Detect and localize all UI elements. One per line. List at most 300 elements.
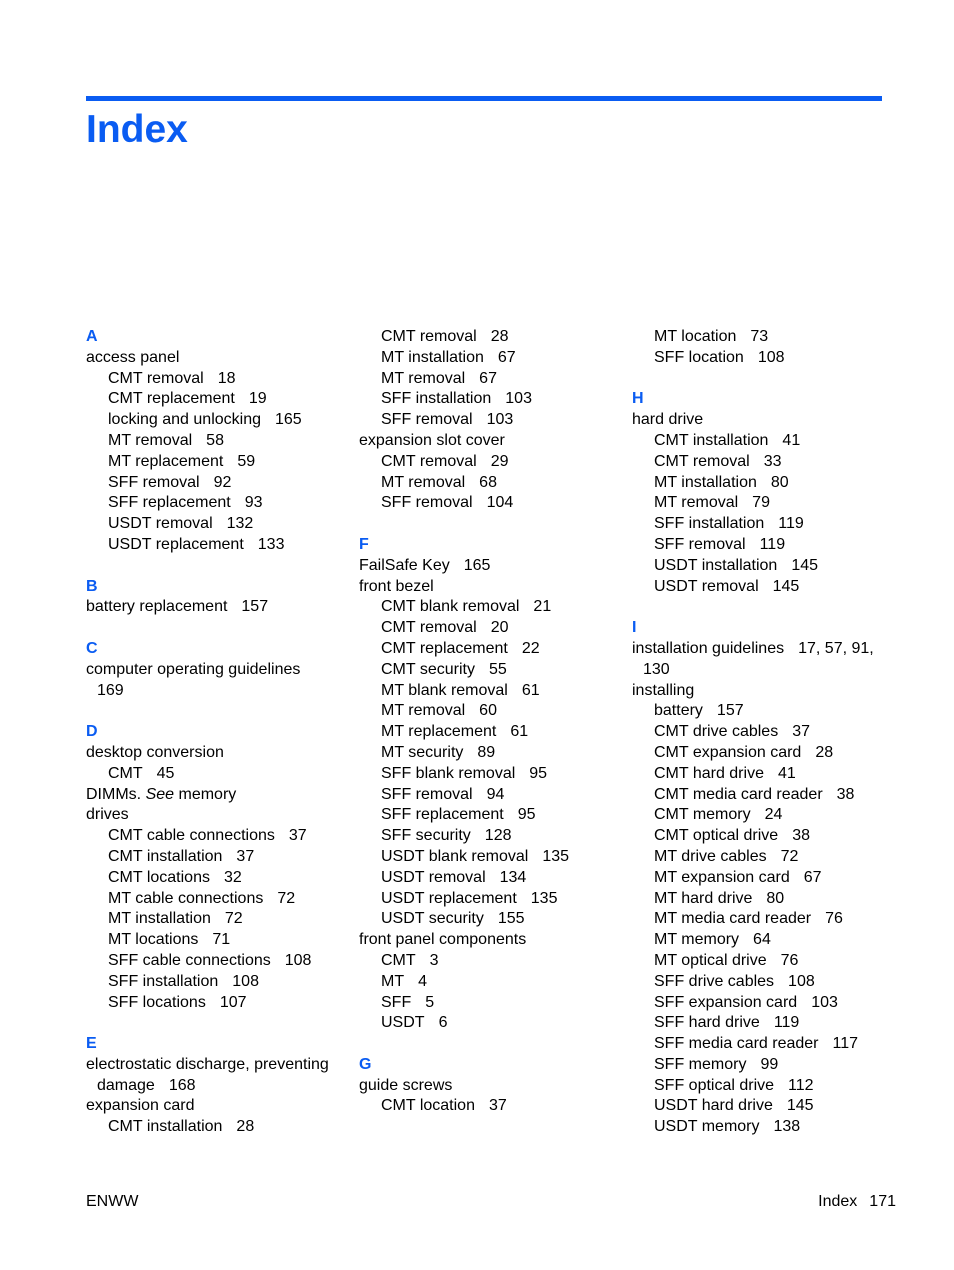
entry-term: hard drive [632, 411, 704, 429]
entry-term: MT installation [381, 348, 484, 366]
entry-pages: 67 [803, 868, 822, 886]
index-subentry [359, 327, 621, 348]
index-subentry [632, 493, 894, 514]
index-section-letter: D [86, 723, 98, 741]
entry-term: SFF drive cables [654, 972, 775, 990]
index-subentry [632, 951, 894, 972]
entry-pages: 135 [542, 847, 570, 865]
entry-pages: 134 [499, 868, 527, 886]
entry-term: CMT optical drive [654, 827, 779, 845]
index-entry [86, 785, 348, 806]
entry-term: CMT media card reader [654, 785, 823, 803]
index-subentry [632, 1096, 894, 1117]
entry-term: MT [381, 972, 405, 990]
entry-pages: 19 [248, 390, 267, 408]
index-subentry [632, 514, 894, 535]
entry-pages: 155 [497, 910, 525, 928]
entry-pages: 37 [792, 723, 810, 741]
entry-term: USDT hard drive [654, 1097, 773, 1115]
entry-pages: 103 [486, 411, 514, 429]
entry-pages: 28 [815, 743, 834, 761]
entry-term: USDT security [381, 910, 484, 928]
entry-term: DIMMs. [86, 785, 142, 803]
entry-pages: 165 [275, 411, 302, 429]
see-reference: See [145, 785, 175, 803]
entry-pages: 29 [490, 452, 509, 470]
index-subentry [359, 868, 621, 889]
index-subentry [632, 972, 894, 993]
entry-term: MT removal [381, 702, 466, 720]
entry-pages: 79 [752, 494, 770, 512]
entry-term: SFF location [654, 348, 744, 366]
index-subentry [632, 722, 894, 743]
index-subentry [359, 1096, 621, 1117]
index-subentry [359, 743, 621, 764]
index-subentry [632, 431, 894, 452]
entry-term: MT replacement [381, 723, 497, 741]
index-subentry [86, 514, 348, 535]
index-entry [359, 431, 621, 452]
index-subentry [359, 639, 621, 660]
index-entry [632, 639, 894, 660]
index-subentry [632, 847, 894, 868]
entry-term: CMT memory [654, 806, 751, 824]
index-section-letter: A [86, 328, 98, 345]
entry-pages: 76 [780, 951, 799, 969]
index-subentry [359, 701, 621, 722]
entry-term: MT installation [108, 910, 211, 928]
index-subentry [359, 722, 621, 743]
entry-pages: 95 [529, 764, 548, 782]
index-subentry [86, 930, 348, 951]
index-subentry [632, 993, 894, 1014]
index-entry [359, 930, 621, 951]
index-subentry [632, 764, 894, 785]
entry-term: USDT removal [381, 868, 486, 886]
footer-label: Index [818, 1193, 858, 1210]
entry-term: MT removal [654, 494, 739, 512]
entry-pages: 45 [156, 764, 175, 782]
entry-pages: 24 [764, 806, 783, 824]
entry-pages: 32 [223, 868, 242, 886]
entry-term: SFF removal [108, 473, 200, 491]
index-subentry [359, 493, 621, 514]
index-subentry [632, 868, 894, 889]
index-subentry [86, 847, 348, 868]
index-subentry [632, 743, 894, 764]
page-number: 171 [869, 1193, 896, 1210]
index-subentry [632, 701, 894, 722]
entry-pages: 108 [232, 972, 259, 990]
entry-term: CMT removal [381, 619, 477, 637]
entry-term: SFF removal [381, 785, 473, 803]
entry-pages: 3 [429, 951, 439, 969]
index-subentry [632, 909, 894, 930]
entry-term: SFF installation [108, 972, 219, 990]
entry-pages: 60 [479, 702, 497, 720]
entry-pages: 107 [219, 993, 247, 1011]
index-entry-continuation [86, 1076, 348, 1097]
index-subentry [86, 389, 348, 410]
entry-pages: 64 [753, 931, 771, 949]
index-column-3 [632, 327, 894, 1138]
entry-term: MT drive cables [654, 847, 767, 865]
index-subentry [632, 889, 894, 910]
index-section-letter: B [86, 577, 98, 595]
entry-term: damage [97, 1076, 155, 1094]
entry-pages: 28 [236, 1118, 255, 1136]
entry-pages: 99 [760, 1055, 779, 1073]
index-subentry [632, 1076, 894, 1097]
entry-term: drives [86, 806, 129, 824]
index-subentry [86, 764, 348, 785]
index-subentry [359, 681, 621, 702]
index-entry [86, 1096, 348, 1117]
entry-term: MT location [654, 328, 737, 345]
entry-pages: 67 [479, 369, 497, 387]
entry-pages: 6 [438, 1014, 448, 1032]
entry-pages: 157 [716, 702, 744, 720]
index-subentry [86, 826, 348, 847]
entry-term: MT removal [108, 431, 193, 449]
entry-term: CMT removal [654, 452, 750, 470]
entry-term: CMT installation [108, 1118, 223, 1136]
index-subentry [359, 909, 621, 930]
entry-term: MT optical drive [654, 951, 767, 969]
entry-term: SFF locations [108, 993, 206, 1011]
entry-term: CMT security [381, 660, 475, 678]
entry-pages: 133 [257, 535, 285, 553]
entry-pages: 61 [510, 723, 529, 741]
index-subentry [86, 993, 348, 1014]
entry-pages: 135 [530, 889, 558, 907]
entry-pages: 165 [463, 556, 491, 574]
entry-pages: 33 [763, 452, 782, 470]
index-subentry [86, 410, 348, 431]
entry-pages: 38 [792, 827, 810, 845]
entry-term: USDT removal [654, 577, 759, 595]
entry-term: USDT [381, 1014, 425, 1032]
entry-pages: 138 [773, 1118, 801, 1136]
index-subentry [86, 972, 348, 993]
index-entry [632, 681, 894, 702]
entry-term: SFF blank removal [381, 764, 516, 782]
index-subentry [359, 826, 621, 847]
footer-right [818, 1192, 896, 1212]
entry-pages: 80 [766, 889, 785, 907]
entry-term: CMT removal [381, 452, 477, 470]
index-subentry [86, 535, 348, 556]
entry-pages: 103 [811, 993, 838, 1011]
entry-term: access panel [86, 348, 180, 366]
index-subentry [632, 1034, 894, 1055]
entry-term: SFF memory [654, 1055, 747, 1073]
entry-pages: 28 [490, 328, 509, 345]
index-subentry [86, 1117, 348, 1138]
index-subentry [632, 930, 894, 951]
index-subentry [359, 993, 621, 1014]
index-subentry [86, 493, 348, 514]
entry-pages: 55 [488, 660, 507, 678]
entry-term: SFF media card reader [654, 1035, 819, 1053]
entry-pages: 41 [782, 431, 801, 449]
index-subentry [632, 577, 894, 598]
entry-term: computer operating guidelines [86, 660, 301, 678]
index-subentry [632, 1013, 894, 1034]
entry-pages: 103 [505, 390, 532, 408]
entry-term: CMT expansion card [654, 743, 802, 761]
entry-term: FailSafe Key [359, 556, 450, 574]
entry-pages: 108 [284, 951, 312, 969]
entry-term: USDT replacement [381, 889, 517, 907]
index-subentry [86, 452, 348, 473]
entry-pages: 169 [97, 681, 124, 699]
entry-term: MT hard drive [654, 889, 753, 907]
entry-pages: 128 [484, 827, 512, 845]
entry-term: front panel components [359, 931, 527, 949]
entry-pages: 4 [418, 972, 428, 990]
entry-term: CMT [381, 951, 416, 969]
entry-term: CMT location [381, 1097, 475, 1115]
entry-term: CMT [108, 764, 143, 782]
entry-term: CMT installation [654, 431, 769, 449]
index-entry-continuation [86, 681, 348, 702]
index-subentry [359, 972, 621, 993]
entry-pages: 61 [521, 681, 540, 699]
entry-pages: 168 [168, 1076, 196, 1094]
entry-term: CMT removal [108, 369, 204, 387]
entry-pages: 117 [832, 1035, 859, 1053]
entry-pages: 112 [788, 1076, 814, 1094]
entry-term: CMT locations [108, 868, 210, 886]
index-subentry [359, 785, 621, 806]
entry-pages: 72 [780, 847, 799, 865]
entry-term: MT replacement [108, 452, 224, 470]
index-subentry [86, 473, 348, 494]
index-subentry [86, 909, 348, 930]
index-entry [86, 597, 348, 618]
entry-term: USDT blank removal [381, 847, 529, 865]
entry-term: MT expansion card [654, 868, 790, 886]
entry-term: locking and unlocking [108, 411, 261, 429]
entry-term: electrostatic discharge, preventing [86, 1055, 329, 1073]
index-subentry [632, 805, 894, 826]
index-subentry [86, 868, 348, 889]
entry-term: SFF installation [381, 390, 492, 408]
index-section-letter: E [86, 1035, 97, 1053]
see-target: memory [178, 785, 237, 803]
entry-term: guide screws [359, 1076, 453, 1094]
index-subentry [359, 889, 621, 910]
entry-pages: 119 [773, 1014, 800, 1032]
entry-pages: 71 [212, 931, 231, 949]
index-section-letter: G [359, 1055, 372, 1073]
entry-pages: 145 [786, 1097, 814, 1115]
index-entry [359, 1076, 621, 1097]
entry-pages: 145 [772, 577, 800, 595]
entry-pages: 108 [788, 972, 815, 990]
entry-term: USDT memory [654, 1118, 760, 1136]
entry-term: desktop conversion [86, 743, 224, 761]
entry-term: SFF hard drive [654, 1014, 760, 1032]
entry-pages: 119 [778, 515, 804, 533]
entry-term: SFF removal [381, 411, 473, 429]
index-subentry [632, 556, 894, 577]
index-subentry [359, 805, 621, 826]
index-subentry [632, 348, 894, 369]
entry-term: MT media card reader [654, 910, 812, 928]
entry-pages: 157 [241, 598, 269, 616]
entry-term: SFF expansion card [654, 993, 798, 1011]
entry-term: SFF [381, 993, 412, 1011]
entry-term: MT security [381, 743, 464, 761]
index-entry-continuation [632, 660, 894, 681]
index-subentry [632, 1055, 894, 1076]
index-section-letter: I [632, 619, 637, 637]
index-subentry [86, 431, 348, 452]
entry-pages: 20 [490, 619, 509, 637]
entry-term: SFF optical drive [654, 1076, 775, 1094]
index-subentry [86, 369, 348, 390]
entry-pages: 37 [488, 1097, 507, 1115]
entry-pages: 73 [750, 328, 769, 345]
index-subentry [632, 826, 894, 847]
index-column-2 [359, 327, 621, 1117]
index-subentry [359, 369, 621, 390]
entry-term: SFF replacement [381, 806, 504, 824]
index-entry [86, 743, 348, 764]
index-entry [86, 1055, 348, 1076]
entry-pages: 22 [521, 639, 540, 657]
entry-term: installation guidelines [632, 639, 785, 657]
entry-pages: 72 [224, 910, 243, 928]
entry-term: SFF removal [654, 535, 746, 553]
entry-pages: 108 [757, 348, 785, 366]
entry-term: CMT drive cables [654, 723, 779, 741]
entry-pages: 80 [770, 473, 789, 491]
entry-term: SFF cable connections [108, 951, 271, 969]
index-section-letter: C [86, 639, 98, 657]
entry-term: installing [632, 681, 695, 699]
entry-term: expansion card [86, 1097, 195, 1115]
entry-term: MT removal [381, 473, 466, 491]
index-section-letter: F [359, 535, 369, 553]
entry-pages: 17, 57, 91, [798, 639, 874, 657]
index-subentry [632, 327, 894, 348]
index-subentry [632, 473, 894, 494]
page-title: Index [86, 108, 188, 151]
entry-pages: 41 [777, 764, 796, 782]
entry-pages: 104 [486, 494, 514, 512]
entry-term: MT cable connections [108, 889, 264, 907]
index-subentry [359, 597, 621, 618]
index-column-1 [86, 327, 348, 1138]
index-subentry [359, 1013, 621, 1034]
entry-term: CMT cable connections [108, 827, 275, 845]
index-subentry [359, 389, 621, 410]
entry-term: CMT hard drive [654, 764, 764, 782]
entry-term: CMT replacement [381, 639, 508, 657]
index-subentry [359, 847, 621, 868]
entry-pages: 58 [206, 431, 224, 449]
entry-pages: 132 [226, 515, 254, 533]
entry-pages: 37 [236, 847, 255, 865]
index-subentry [632, 1117, 894, 1138]
entry-term: front bezel [359, 577, 434, 595]
entry-term: battery [654, 702, 703, 720]
entry-pages: 5 [425, 993, 435, 1011]
index-subentry [359, 473, 621, 494]
entry-term: USDT installation [654, 556, 778, 574]
title-rule [86, 96, 882, 101]
entry-term: CMT blank removal [381, 598, 520, 616]
entry-pages: 95 [517, 806, 536, 824]
entry-pages: 119 [759, 535, 786, 553]
entry-term: SFF security [381, 827, 471, 845]
index-subentry [359, 951, 621, 972]
entry-term: USDT replacement [108, 535, 244, 553]
index-subentry [359, 348, 621, 369]
entry-pages: 72 [277, 889, 296, 907]
entry-pages: 89 [477, 743, 496, 761]
entry-pages: 37 [288, 827, 307, 845]
entry-term: SFF removal [381, 494, 473, 512]
index-subentry [359, 410, 621, 431]
entry-pages: 68 [479, 473, 497, 491]
entry-term: MT locations [108, 931, 199, 949]
entry-term: expansion slot cover [359, 431, 505, 449]
entry-term: MT blank removal [381, 681, 508, 699]
entry-pages: 145 [791, 556, 819, 574]
entry-term: USDT removal [108, 515, 213, 533]
entry-term: MT installation [654, 473, 757, 491]
index-subentry [359, 660, 621, 681]
entry-pages: 21 [533, 598, 552, 616]
index-entry [86, 348, 348, 369]
entry-pages: 94 [486, 785, 505, 803]
entry-pages: 67 [497, 348, 516, 366]
index-subentry [359, 452, 621, 473]
footer-left: ENWW [86, 1193, 139, 1210]
entry-pages: 38 [836, 785, 855, 803]
index-subentry [632, 785, 894, 806]
entry-pages: 76 [825, 910, 843, 928]
entry-pages: 130 [643, 660, 670, 678]
index-subentry [359, 618, 621, 639]
index-entry [359, 556, 621, 577]
entry-pages: 93 [244, 494, 263, 512]
entry-term: SFF replacement [108, 494, 231, 512]
entry-term: battery replacement [86, 598, 228, 616]
entry-term: CMT replacement [108, 390, 235, 408]
entry-term: CMT removal [381, 328, 477, 345]
entry-term: CMT installation [108, 847, 223, 865]
entry-pages: 59 [237, 452, 256, 470]
index-entry [86, 805, 348, 826]
index-entry [86, 660, 348, 681]
entry-pages: 92 [213, 473, 232, 491]
index-subentry [86, 889, 348, 910]
index-entry [632, 410, 894, 431]
index-entry [359, 577, 621, 598]
index-subentry [632, 452, 894, 473]
index-section-letter: H [632, 390, 644, 408]
index-subentry [632, 535, 894, 556]
entry-pages: 18 [217, 369, 236, 387]
index-subentry [86, 951, 348, 972]
entry-term: SFF installation [654, 515, 765, 533]
entry-term: MT removal [381, 369, 466, 387]
